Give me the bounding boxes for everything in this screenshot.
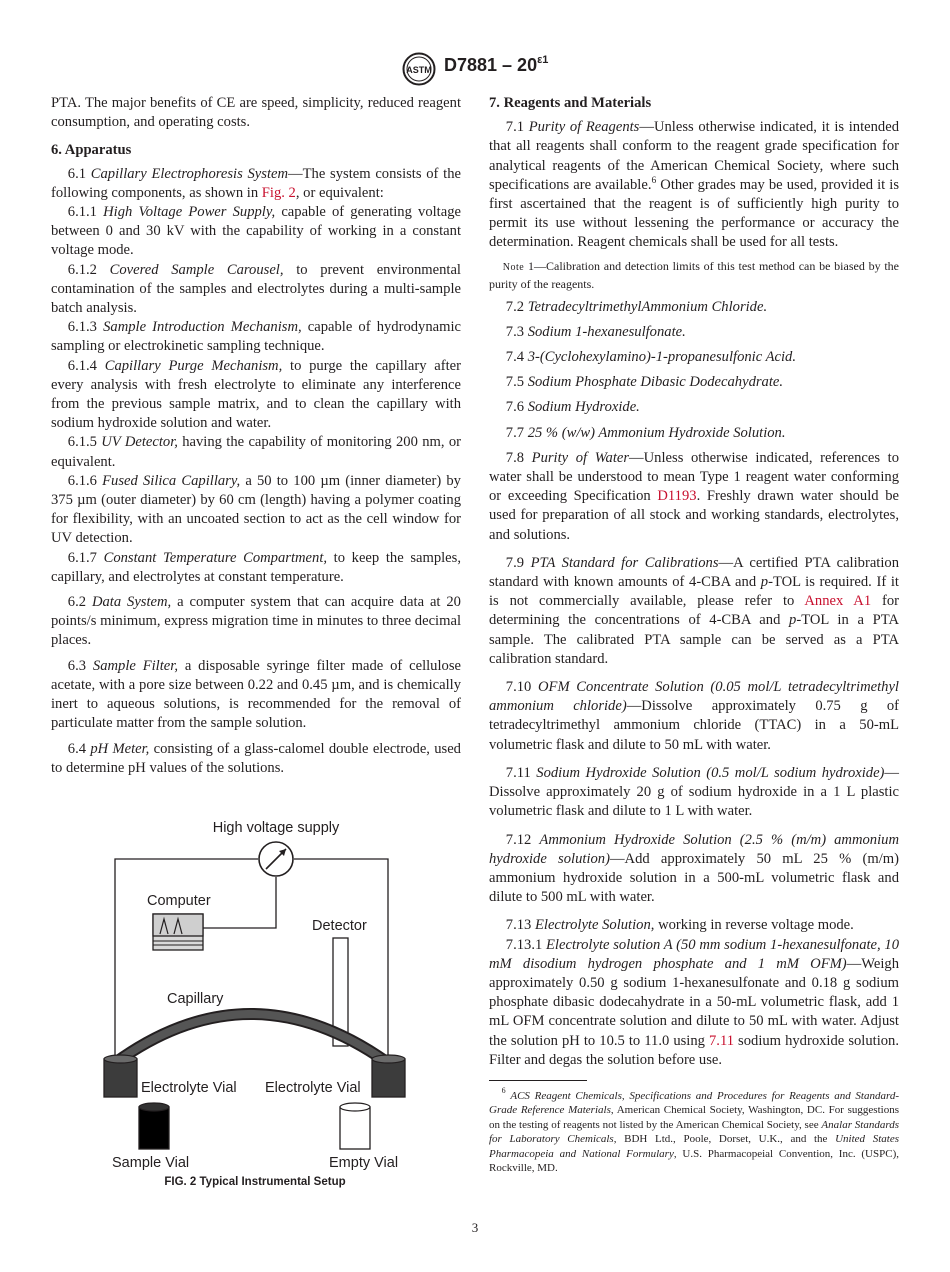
edition-superscript: ε1 (537, 54, 549, 66)
label-electrolyte-vial-right: Electrolyte Vial (265, 1080, 361, 1096)
document-id: $D7881 - 20^{\varepsilon 1}$ (444, 54, 549, 75)
para-6-1-3: 6.1.3 Sample Introduction Mechanism, capable of hydrodynamic sampling or electrokinetic sampling technique. (51, 319, 461, 355)
page-number: 3 (471, 1220, 479, 1235)
figure-2 (90, 815, 420, 1195)
astm-logo-icon (401, 52, 437, 86)
footnote-6: $^6$ ACS Reagent Chemicals, Specifications and Procedures for Reagents and Standard-Grade Reference Materials, American Chemical Society, Washington, DC. For suggestions on the testing of reagents not listed by the American Chemical Society, see Analar Standards for Laboratory Chemicals, BDH Ltd., Poole, Dorset, U.K., and the United States Pharmacopeia and National Formulary, U.S. Pharmacopeial Convention, Inc. (USPC), Rockville, MD. (489, 1085, 900, 1174)
para-7-9: 7.9 PTA Standard for Calibrations—A certified PTA calibration standard with known amounts of 4-CBA and p-TOL is required. If it is not commercially available, please refer to Annex A1 for determining the concentrations of 4-CBA and p-TOL in a PTA sample. The calibrated PTA sample can be served as a PTA calibration standard. (489, 554, 900, 667)
para-6-4: 6.4 pH Meter, consisting of a glass-calomel double electrode, used to determine pH values of the solutions. (51, 740, 461, 776)
reagent-item: 7.6 Sodium Hydroxide. (505, 399, 640, 416)
electrolyte-vial-right-icon (372, 1055, 405, 1097)
note-1: Note 1—Calibration and detection limits of this test method can be biased by the purity of the reagents. (489, 258, 900, 291)
para-6-1-6: 6.1.6 Fused Silica Capillary, a 50 to 100 µm (inner diameter) by 375 µm (outer diameter) by 60 cm (length) having a polymer coating for flexibility, with an uncoated section to act as the cell window for UV detection. (51, 472, 461, 547)
para-6-2: 6.2 Data System, a computer system that can acquire data at 20 points/s minimum, express migration time in minutes to three decimal places. (51, 594, 461, 649)
footnote-divider (489, 1080, 587, 1081)
section-heading-reagents: 7. Reagents and Materials (489, 95, 652, 111)
reagent-item: 7.4 3-(Cyclohexylamino)-1-propanesulfonic Acid. (505, 349, 796, 366)
voltmeter-icon (259, 842, 293, 876)
para-7-8: 7.8 Purity of Water—Unless otherwise indicated, references to water shall be understood to mean Type 1 reagent water conforming or exceeding Specification D1193. Freshly drawn water should be used for preparation of all stock and working standards, electrolytes, and solutions. (489, 449, 900, 543)
label-detector: Detector (312, 918, 367, 934)
electrolyte-vial-left-icon (104, 1055, 137, 1097)
para-6-1-5: 6.1.5 UV Detector, having the capability of monitoring 200 nm, or equivalent. (51, 434, 461, 470)
para-6-1-1: 6.1.1 High Voltage Power Supply, capable of generating voltage between 0 and 30 kV with the capability of working in a constant voltage mode. (51, 204, 461, 259)
reagent-item: 7.7 25 % (w/w) Ammonium Hydroxide Solution. (505, 424, 786, 441)
label-sample-vial: Sample Vial (112, 1155, 190, 1171)
label-empty-vial: Empty Vial (329, 1155, 399, 1171)
left-column (51, 94, 461, 778)
reagent-item: 7.2 TetradecyltrimethylAmmonium Chloride. (505, 298, 768, 315)
section-heading-apparatus: 6. Apparatus (51, 142, 132, 159)
label-high-voltage-supply: High voltage supply (212, 820, 340, 836)
d1193-link[interactable]: D1193 (657, 488, 697, 505)
para-7-10: 7.10 OFM Concentrate Solution (0.05 mol/L tetradecyltrimethyl ammonium chloride)—Dissolve approximately 0.75 g of tetradecyltrimethyl ammonium chloride (TTAC) in a 50-mL volumetric flask and dilute to 50 mL with water. (489, 679, 899, 753)
wire-computer (202, 877, 276, 928)
para-7-13-1: 7.13.1 Electrolyte solution A (50 mm sodium 1-hexanesulfonate, 10 mM disodium hydrogen phosphate and 1 mM OFM)—Weigh approximately 0.50 g sodium 1-hexanesulfonate and 0.18 g sodium phosphate dibasic dodecahydrate in a 50-mL volumetric flask, add 1 mL OFM concentrate solution and dilute to 50 mL with water. Adjust the solution pH to 10.5 to 11.0 using 7.11 sodium hydroxide solution. Filter and degas the solution before use. (489, 936, 900, 1068)
intro-paragraph: PTA. The major benefits of CE are speed, simplicity, reduced reagent consumption, and operating costs. (51, 95, 461, 131)
right-column (489, 94, 899, 1175)
para-6-1-7: 6.1.7 Constant Temperature Compartment, to keep the samples, capillary, and electrolytes at constant temperature. (51, 549, 461, 585)
figure-caption: FIG. 2 Typical Instrumental Setup (164, 1176, 346, 1188)
para-6-1-2: 6.1.2 Covered Sample Carousel, to prevent environmental contamination of the samples and electrolytes during a multi-sample batch analysis. (51, 261, 461, 317)
computer-icon (153, 914, 203, 950)
footnote-ref-6[interactable]: 6 (651, 175, 657, 186)
logo-text: ASTM (406, 65, 432, 75)
page-header (0, 52, 950, 86)
para-6-3: 6.3 Sample Filter, a disposable syringe filter made of cellulose acetate, with a pore size between 0.22 and 0.45 µm, and is chemically inert to aqueous solutions, is recommended for the removal of particulate matter from the sample solution. (51, 657, 461, 732)
para-7-12: 7.12 Ammonium Hydroxide Solution (2.5 % (m/m) ammonium hydroxide solution)—Add approximately 50 mL 25 % (m/m) ammonium hydroxide solution in a 500-mL volumetric flask and dilute to 500 mL with water. (489, 831, 899, 906)
para-7-13: 7.13 Electrolyte Solution, working in reverse voltage mode. (505, 917, 854, 934)
label-computer: Computer (147, 893, 211, 909)
label-capillary: Capillary (167, 991, 224, 1007)
para-6-1: 6.1 Capillary Electrophoresis System—The system consists of the following components, as shown in Fig. 2, or equivalent: (51, 165, 461, 201)
reagent-item: 7.3 Sodium 1-hexanesulfonate. (505, 323, 686, 340)
reagent-item: 7.5 Sodium Phosphate Dibasic Dodecahydrate. (505, 374, 784, 391)
fig-2-link[interactable]: Fig. 2 (261, 184, 296, 201)
instrument-setup-diagram (90, 815, 420, 1175)
reagent-list (489, 298, 899, 443)
sample-vial-icon (139, 1103, 169, 1149)
para-7-11: 7.11 Sodium Hydroxide Solution (0.5 mol/L sodium hydroxide)—Dissolve approximately 20 g of sodium hydroxide in a 1 L plastic volumetric flask and dilute to 1 L with water. (489, 764, 900, 820)
para-6-1-4: 6.1.4 Capillary Purge Mechanism, to purge the capillary after every analysis with fresh electrolyte to eliminate any interference from the previous sample matrix, and to clean the capillary with sodium hydroxide solution and water. (51, 357, 461, 432)
empty-vial-icon (340, 1103, 370, 1149)
section-7-11-link[interactable]: 7.11 (709, 1032, 734, 1049)
para-7-1: 7.1 Purity of Reagents—Unless otherwise indicated, it is intended that all reagents shall conform to the reagent grade specification for analytical reagents of the American Chemical Society, where such specifications are available.$^6$ Other grades may be used, provided it is first ascertained that the reagent is of sufficiently high purity to permit its use without lessening the performance or accuracy the determination. Reagent chemicals shall be used for all tests. (489, 119, 900, 251)
label-electrolyte-vial-left: Electrolyte Vial (141, 1080, 237, 1096)
annex-a1-link[interactable]: Annex A1 (804, 593, 872, 610)
